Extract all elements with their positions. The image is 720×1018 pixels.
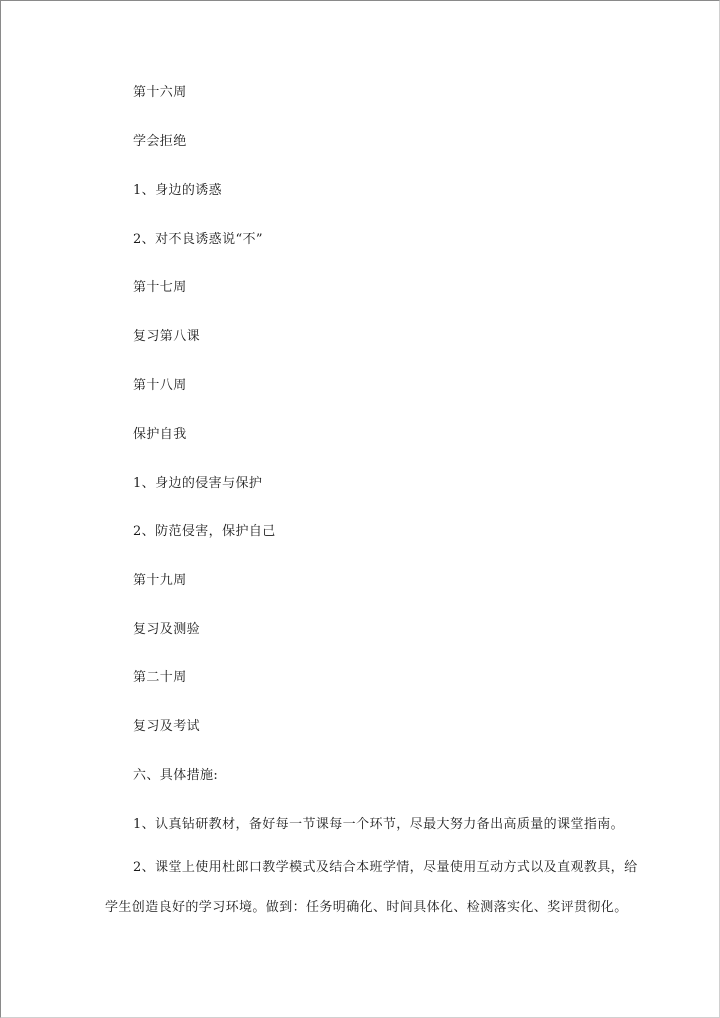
text-line: 学会拒绝 — [133, 134, 187, 149]
text-line: 第十六周 — [133, 85, 187, 100]
text-line: 1、身边的侵害与保护 — [133, 476, 263, 491]
text-line: 2、防范侵害，保护自己 — [133, 524, 276, 539]
text-line: 复习第八课 — [133, 329, 201, 344]
text-line: 第十八周 — [133, 378, 187, 393]
text-line: 1、身边的诱惑 — [133, 183, 223, 198]
text-line: 第十九周 — [133, 573, 187, 588]
body-paragraph — [105, 860, 638, 916]
text-line: 复习及考试 — [133, 719, 201, 734]
text-line: 1、认真钻研教材，备好每一节课每一个环节，尽最大努力备出高质量的课堂指南。 — [133, 817, 625, 832]
paragraph-line: 2、课堂上使用杜郎口教学模式及结合本班学情，尽量使用互动方式以及直观教具，给 — [133, 860, 638, 875]
paragraph-line: 学生创造良好的学习环境。做到：任务明确化、时间具体化、检测落实化、奖评贯彻化。 — [105, 900, 628, 915]
text-line: 2、对不良诱惑说“不” — [133, 232, 263, 247]
section-heading: 六、具体措施: — [133, 768, 219, 783]
text-line: 第十七周 — [133, 280, 187, 295]
text-line: 复习及测验 — [133, 622, 201, 637]
text-line: 第二十周 — [133, 670, 187, 685]
text-line: 保护自我 — [133, 427, 187, 442]
